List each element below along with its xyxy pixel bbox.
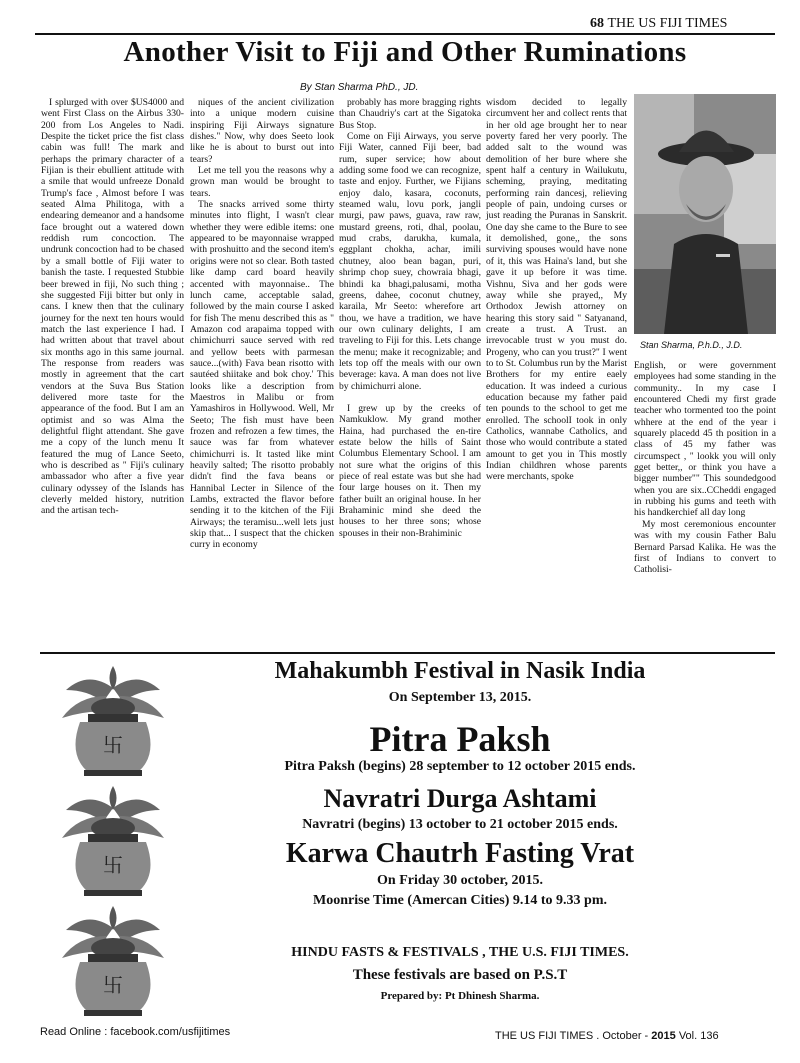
paragraph xyxy=(339,392,481,403)
page-number: 68 xyxy=(590,16,604,31)
paragraph: probably has more bragging rights than Chaudriy's cart at the Sigatoka Bus Stop. xyxy=(339,97,481,131)
article-column-5 xyxy=(634,360,776,576)
festival-mahakumbh-date: On September 13, 2015. xyxy=(388,690,532,705)
svg-text:卐: 卐 xyxy=(103,973,123,997)
svg-text:卐: 卐 xyxy=(103,733,123,757)
author-photo xyxy=(634,94,776,334)
article-column-3 xyxy=(339,97,481,539)
festival-navratri-title: Navratri Durga Ashtami xyxy=(323,784,597,813)
issue-prefix: THE US FIJI TIMES . October - xyxy=(495,1030,652,1042)
festival-karwa-title: Karwa Chautrh Fasting Vrat xyxy=(285,838,635,869)
header-rule xyxy=(35,33,775,35)
festival-karwa-date: On Friday 30 october, 2015. xyxy=(377,873,543,888)
festivals-footer-note: HINDU FASTS & FESTIVALS , THE U.S. FIJI TIMES. xyxy=(291,945,629,960)
article-column-2 xyxy=(190,97,334,551)
kalash-pot-icon xyxy=(58,660,168,780)
photo-caption: Stan Sharma, P.h.D., J.D. xyxy=(640,340,743,350)
issue-year: 2015 xyxy=(651,1030,676,1042)
festival-pitra-detail: Pitra Paksh (begins) 28 september to 12 october 2015 ends. xyxy=(284,759,636,774)
festival-mahakumbh-title: Mahakumbh Festival in Nasik India xyxy=(274,658,646,684)
author-photo-image xyxy=(634,94,776,334)
kalash-pot-icon xyxy=(58,900,168,1020)
festival-navratri-detail: Navratri (begins) 13 october to 21 october 2015 ends. xyxy=(302,817,618,832)
page-header xyxy=(590,16,727,32)
article-column-1 xyxy=(41,97,184,517)
kalash-pot-icon xyxy=(58,780,168,900)
read-online-link[interactable]: Read Online : facebook.com/usfijitimes xyxy=(40,1026,231,1038)
article-title: Another Visit to Fiji and Other Ruminations xyxy=(123,36,687,68)
paragraph: I grew up by the creeks of Namkuklow. My grand mother Haina, had purchased the en-tire estate below the hills of Saint Columbus Elementary School. I am not sure what the origins of this piece of real estate was but she had four large houses on it. Then my father built an original house. In her Brahaminic mind she deed the houses to her three sons; whose spouses in their non-Brahiminic xyxy=(339,402,481,539)
publication-name: THE US FIJI TIMES xyxy=(607,16,728,31)
article-column-4 xyxy=(486,97,627,483)
article-byline: By Stan Sharma PhD., JD. xyxy=(300,82,419,93)
festivals-prepared-by: Prepared by: Pt Dhinesh Sharma. xyxy=(380,990,540,1002)
paragraph: I splurged with over $US4000 and went First Class on the Airbus 330-200 from Los Angeles to Nadi. Despite the ticket price the fist class cabin was full! The mark and perhaps the primary character of a Fijian is their ebullient attitude with a smile that would unfreeze Donald Trump's face , Almost before I was seated Alma Philitoga, with a endearing demeanor and a handsome face brought out a watered down reddish rum concoction. The undrunk concoction had to be chased by a small bottle of Fiji water to banish the taste. I requested Stubbie beer brewed in fiji, No such thing ; she suggested Fiji bitter but only in cans. I knew then that the culinary journey for the next ten hours would match the last experience I had. I had written about that travel about six months ago in this same journal. The response from readers was mostly in agreement that the cart vendors at the Suva Bus Station delivered more taste for the appearance of the food. But I am an optimist and so was Alma the delightful flight attendant. She gave me a copy of the lunch menu It featured the mug of Lance Seeto, who is described as " Fiji's culinary ambassador who after a five year culinary odyssey of the Islands has cleverly melded history, nutrition and the artisan tech- xyxy=(41,97,184,517)
paragraph: My most ceremonious encounter was with my cousin Father Balu Bernard Parsad Kalika. He was the first of Indians to convert to Catholisi- xyxy=(634,518,776,576)
issue-info xyxy=(495,1030,719,1042)
issue-volume: Vol. 136 xyxy=(675,1030,719,1042)
section-divider xyxy=(40,652,775,654)
festival-pitra-title: Pitra Paksh xyxy=(369,719,551,759)
svg-text:卐: 卐 xyxy=(103,853,123,877)
paragraph: Come on Fiji Airways, you serve Fiji Water, canned Fiji beer, bad rum, super service; how about adding some food we can recognize, taste and enjoy. Further, we Fijians enjoy dalo, kasara, coconuts, steamed walu, lovu pork, jangli murgi, paw paws, guava, raw raw, mustard greens, roti, dhal, poolau, mud crabs, darukha, kumala, eggplant chokha, achar, imili chutney, aloo bean bagan, puri, shrimp chop suey, chowraia bhagi, bhindi ka bhagi,palusami, motha greens, dahee, coconut chutney, karaila, Mr Seeto: wherefore art thou, we have a tradition, we have our own culinary delights, I am traveling to Fiji for this. Lets change the menu; make it recognizable; and lets top off the meals with our own beverage: kava. A man does not live by chimichurri alone. xyxy=(339,131,481,392)
festival-karwa-moonrise: Moonrise Time (Amercan Cities) 9.14 to 9.33 pm. xyxy=(313,893,607,908)
festivals-timezone-note: These festivals are based on P.S.T xyxy=(352,967,568,983)
paragraph: wisdom decided to legally circumvent her and collect rents that in her old age brought her to near poverty fared her very poorly. The added salt to the wound was demolition of her bure where she spent half a century in Wailukutu, scheming, praying, meditating performing rain dancesj, relieving people of pain, undoing curses or just reading the Puranas in Sanskrit. One day she came to the Bure to see it demolished, gone,, the sons surviving spouses would have none of it, this was Haina's land, but she gave it up before it was time. Vishnu, Siva and her gods were away while she prayed,, My Orthodox Jewish attorney on hearing this story said " Satyanand, create a trust. A Trust. an irrevocable trust w you must do. Progeny, who can you trust?" I went to to St. Columbus run by the Marist Brothers for my entire eaely education. It was indeed a curious education because my father paid ten pounds to the school to get me enrolled. The schoolI took in only Catholics, wannabe Catholics, and those who would contribute a stated amount to get you in This mostly Indian childhren whose parents were merchants, spoke xyxy=(486,97,627,483)
paragraph: The snacks arrived some thirty minutes into flight, I wasn't clear whether they were edible items: one appeared to be mayonnaise wrapped with proshuitto and the second item's origins were not so clear. Both tasted like damp card board heavily accented with mayonnaise.. The lunch came, acceptable salad, followed by the main course I asked for fish The menu described this as " Amazon cod arapaima topped with chimichurri sauce served with red and yellow beets with parmesan sauce...(with) Fava bean risotto with sautéed shiitake and bok choy.' This looks like a description from Maestros in Malibu or from Yamashiros in Hollywood. Well, Mr Seeto; The fish must have been frozen and refrozen a few times, the sauce was far from whatever chimichurri is. It tasted like mint heavily salted; The risotto probably didn't find the fava beans or Hannibal Lecter in Silence of the Lambs, extracted the flavor before sending it to the kitchen of the Fiji Airways; the teramisu...well lets just skip that... I suspect that the chicken curry in economy xyxy=(190,199,334,551)
paragraph: niques of the ancient civilization into a unique modern cuisine inspiring Fiji Airways signature dishes." Now, why does Seeto look like he is about to burst out into tears? xyxy=(190,97,334,165)
paragraph: Let me tell you the reasons why a grown man would be brought to tears. xyxy=(190,165,334,199)
paragraph: English, or were government employees had some standing in the community.. In my case I encountered Chedi my first grade teacher who tormented too the point whhere at the end of the year i squarely placedd 45 th position in a class of 45 my father was circumspect , " lookk you will only gget better,, or think you have a bigger number"" This soundedgood when you are six..CCheddi engaged in rubbing his gums and teeth with his handkerchief all day long xyxy=(634,360,776,519)
